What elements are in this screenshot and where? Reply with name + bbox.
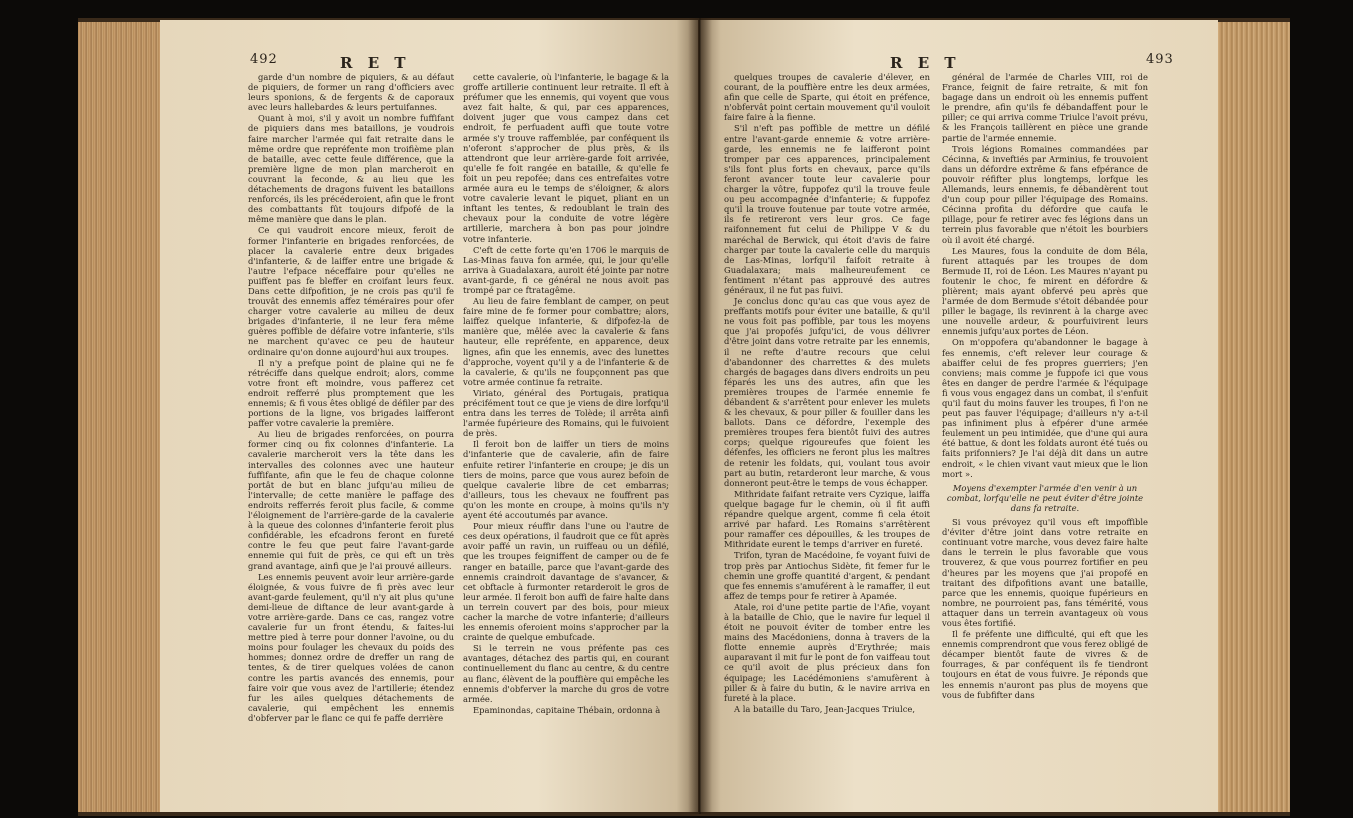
left-column-1 — [248, 72, 454, 723]
page-number-left: 492 — [250, 52, 278, 67]
paragraph: A la bataille du Taro, Jean-Jacques Triulce, — [734, 703, 916, 714]
book-gutter — [688, 18, 712, 814]
paragraph: Viriato, général des Portugais, pratiqua précifément tout ce que je viens de dire lorfqu'il entra dans les terres de Tolède; il arrêta ainfi l'armée fupérieure des Romains, qui le fuivoient de près. — [463, 387, 669, 439]
paragraph: Quant à moi, s'il y avoit un nombre fuffifant de piquiers dans mes bataillons, je voudrois faire marcher l'armée qui fait retraite dans le même ordre que repréfente mon troifième plan de bataille, avec cette feule différence, que la première ligne de mon plan marcheroit en couvrant la feconde, & au lieu que les détachements de dragons fuivent les bataillons renforcés, ils les précéderoient, afin que le front des combattants fût toujours difpofé de la même manière que dans le plan. — [248, 113, 454, 225]
paragraph: Si vous prévoyez qu'il vous eft impoffible d'éviter d'être joint dans votre retraite en continuant votre marche, vous devez faire halte dans le terrein le plus favorable que vous trouverez, & que vous pourrez fortifier en peu d'heures par les moyens que j'ai propofé en traitant des difpofitions avant une bataille, parce que les ennemis, quoique fupérieurs en nombre, ne pourroient pas, fans témérité, vous attaquer dans un terrein avantageux où vous vous êtes fortifié. — [942, 517, 1148, 628]
paragraph: S'il n'eft pas poffible de mettre un défilé entre l'avant-garde ennemie & votre arrière-garde, les ennemis ne fe laifferont point tromper par ces apparences, principalement s'ils font plus forts en chevaux, parce qu'ils feront avancer toute leur cavalerie pour charger la vôtre, fuppofez qu'il la trouve feule ou peu accompagnée d'infanterie; & fuppofez qu'il la trouve foutenue par toute votre armée, ils fe retireront vers leur gros. Ce fage raifonnement fut celui de Philippe V & du maréchal de Berwick, qui étoit d'avis de faire charger par toute la cavalerie celle du marquis de Las-Minas, lorfqu'il faifoit retraite à Guadalaxara; mais malheureufement ce fentiment n'étant pas approuvé des autres généraux, il ne fut pas fuivi. — [724, 123, 930, 295]
paragraph: Atale, roi d'une petite partie de l'Afie, voyant à la bataille de Chio, que le navire fur lequel il étoit ne pouvoit éviter de tomber entre les mains des Macédoniens, donna à travers de la flotte ennemie auprès d'Erythrée; mais auparavant il mit fur le pont de fon vaiffeau tout ce qu'il avoit de plus précieux dans fon équipage; les Lacédémoniens s'amufèrent à piller & à faire du butin, & le navire arriva en fureté à la place. — [724, 601, 930, 703]
paragraph: général de l'armée de Charles VIII, roi de France, feignit de faire retraite, & mit fon bagage dans un endroit où les ennemis puffent le prendre, afin qu'ils fe débandaffent pour le piller; ce qui arriva comme Triulce l'avoit prévu, & les François taillèrent en pièce une grande partie de l'armée ennemie. — [942, 72, 1148, 143]
paragraph: Si le terrein ne vous préfente pas ces avantages, détachez des partis qui, en courant continuellement du flanc au centre, & du centre au flanc, élèvent de la pouffière qui empêche les ennemis d'obferver la marche du gros de votre armée. — [463, 643, 670, 704]
paragraph: Trois légions Romaines commandées par Cécinna, & inveftiés par Arminius, fe trouvoient dans un défordre extrême & fans efpérance de pouvoir réfifter plus longtemps, lorfque les Allemands, leurs ennemis, fe débandèrent tout d'un coup pour piller l'équipage des Romains. Cécinna profita du défordre que caufa le pillage, pour fe retirer avec fes légions dans un terrein plus favorable que n'étoit les bourbiers où il avoit été chargé. — [942, 143, 1148, 245]
paragraph: Il n'y a prefque point de plaine qui ne fe rétréciffe dans quelque endroit; alors, comme votre front eft moindre, vous pafferez cet endroit refferré plus promptement que les ennemis; & fi vous êtes obligé de défiler par des portions de la ligne, vos brigades laifferont paffer votre cavalerie la première. — [248, 357, 454, 429]
paragraph: Je conclus donc qu'au cas que vous ayez de preffants motifs pour éviter une bataille, & qu'il ne vous foit pas poffible, par tous les moyens que j'ai propofés jufqu'ici, de vous délivrer d'être joint dans votre retraite par les ennemis, il ne refte d'autre recours que celui d'abandonner des charrettes & des mulets chargés de bagages dans divers endroits un peu féparés les uns des autres, afin que les premières troupes de l'armée ennemie fe débandent & s'arrêtent pour enlever les mulets & les chevaux, & pour piller & fouiller dans les ballots. Dans ce défordre, l'exemple des premières troupes fera bientôt fuivi des autres corps; quelque rigoureufes que foient les défenfes, les officiers ne feront plus les maîtres de retenir les foldats, qui, voulant tous avoir part au butin, retarderont leur marche, & vous donneront peut-être le temps de vous échapper. — [724, 296, 930, 488]
paragraph: quelques troupes de cavalerie d'élever, en courant, de la pouffière entre les deux armées, afin que celle de Sparte, qui étoit en préfence, n'obfervât point certain mouvement qu'il vouloit faire faire à la fienne. — [724, 72, 930, 123]
paragraph: garde d'un nombre de piquiers, & au défaut de piquiers, de former un rang d'officiers avec leurs sponions, & de fergents & de caporaux avec leurs hallebardes & leurs pertuifannes. — [248, 72, 454, 113]
left-page — [160, 20, 698, 812]
paragraph: Les ennemis peuvent avoir leur arrière-garde éloignée, & vous fuivre de fi près avec leur avant-garde feulement, qu'il n'y ait plus qu'une demi-lieue de diftance de leur avant-garde à votre arrière-garde. Dans ce cas, rangez votre cavalerie fur un front étendu, & faites-lui mettre pied à terre pour donner l'avoine, ou du moins pour foulager les chevaux du poids des hommes; donnez ordre de dreffer un rang de tentes, & de tirer quelques volées de canon contre les partis avancés des ennemis, pour faire voir que vous avez de l'artillerie; étendez fur les ailes quelques détachements de cavalerie, qui empêchent les ennemis d'obferver par le flanc ce qui fe paffe derrière — [248, 571, 454, 723]
paragraph: Epaminondas, capitaine Thébain, ordonna à — [473, 704, 661, 715]
paragraph: Au lieu de faire femblant de camper, on peut faire mine de fe former pour combattre; alors, laiffez quelque infanterie, & difpofez-la de manière que, mêlée avec la cavalerie & fans hauteur, elle repréfente, en apparence, deux lignes, afin que les ennemis, avec des lunettes d'approche, voyent qu'il y a de l'infanterie & de la cavalerie, & qu'ils ne foupçonnent pas que votre armée continue fa retraite. — [463, 296, 669, 387]
running-head-right: R E T — [890, 54, 961, 72]
page-edges-right — [1210, 22, 1290, 812]
paragraph: Les Maures, fous la conduite de dom Béla, furent attaqués par les troupes de dom Bermude II, roi de Léon. Les Maures n'ayant pu foutenir le choc, fe mirent en défordre & plièrent; mais ayant obfervé peu après que l'armée de dom Bermude s'étoit débandée pour piller le bagage, ils revinrent à la charge avec une nouvelle ardeur, & pourfuivirent leurs ennemis jufqu'aux portes de Léon. — [942, 245, 1148, 337]
right-column-1 — [724, 72, 930, 712]
paragraph: Ce qui vaudroit encore mieux, feroit de former l'infanterie en brigades renforcées, de placer la cavalerie entre deux brigades d'infanterie, & de laiffer entre une brigade & l'autre l'efpace néceffaire pour qu'elles ne puiffent pas fe bleffer en croifant leurs feux. Dans cette difpofition, je ne crois pas qu'il fe trouvât des ennemis affez téméraires pour ofer charger votre cavalerie au milieu de deux brigades d'infanterie, il ne leur fera même guères poffible de défaire votre infanterie, s'ils ne marchent qu'avec ce peu de hauteur ordinaire qu'on donne aujourd'hui aux troupes. — [248, 225, 454, 357]
paragraph: Il fe préfente une difficulté, qui eft que les ennemis comprendront que vous ferez obligé de décamper bientôt faute de vivres & de fourrages, & par conféquent ils fe tiendront toujours en état de vous fuivre. Je réponds que les ennemis n'auront pas plus de moyens que vous de fubfifter dans — [942, 629, 1148, 700]
paragraph: Il feroit bon de laiffer un tiers de moins d'infanterie que de cavalerie, afin de faire enfuite retirer l'infanterie en croupe; je dis un tiers de moins, parce que vous aurez befoin de quelque cavalerie libre de cet embarras; d'ailleurs, tous les chevaux ne fouffrent pas qu'on les monte en croupe, à moins qu'ils n'y ayent été accoutumés par avance. — [463, 439, 669, 521]
right-page — [700, 20, 1218, 812]
paragraph: On m'oppofera qu'abandonner le bagage à fes ennemis, c'eft relever leur courage & abaiffer celui de fes propres guerriers; j'en conviens; mais comme je fuppofe ici que vous êtes en danger de perdre l'armée & l'équipage fi vous vous engagez dans un combat, il s'enfuit qu'il faut du moins fauver les troupes, fi l'on ne peut pas fauver l'équipage; d'ailleurs n'y a-t-il pas infiniment plus à efpérer d'une armée feulement un peu intimidée, que d'une qui aura été battue, & dont les foldats auront été tués ou faits prifonniers? Je l'ai déjà dit dans un autre endroit, « le chien vivant vaut mieux que le lion mort ». — [942, 337, 1148, 479]
right-column-2 — [942, 72, 1148, 712]
page-number-right: 493 — [1146, 52, 1174, 67]
left-column-2 — [463, 72, 670, 715]
running-head-left: R E T — [340, 54, 411, 72]
paragraph: cette cavalerie, où l'infanterie, le bagage & la groffe artillerie continuent leur retraite. Il eft à préfumer que les ennemis, qui voyent que vous avez fait halte, & qui, par ces apparences, doivent juger que vous campez dans cet endroit, fe perfuadent auffi que toute votre armée s'y trouve raffemblée, par conféquent ils n'oferont s'approcher de plus près, & ils attendront que leur arrière-garde foit arrivée, qu'elle fe foit rangée en bataille, & qu'elle fe foit un peu repofée; dans ces entrefaites votre armée aura eu le temps de s'éloigner, & alors votre cavalerie levant le piquet, pliant en un inftant les tentes, & redoublant le train des chevaux pour la conduite de votre légère artillerie, marchera à bon pas pour joindre votre infanterie. — [463, 72, 669, 244]
paragraph: Trifon, tyran de Macédoine, fe voyant fuivi de trop près par Antiochus Sidète, fit femer fur le chemin une groffe quantité d'argent, & pendant que fes ennemis s'amuférent à le ramaffer, il eut affez de temps pour fe retirer à Apamée. — [724, 550, 930, 601]
paragraph: C'eft de cette forte qu'en 1706 le marquis de Las-Minas fauva fon armée, qui, le jour qu'elle arriva à Guadalaxara, auroit été jointe par notre avant-garde, fi ce général ne nous avoit pas trompé par ce ftratagême. — [463, 244, 669, 295]
paragraph: Mithridate faifant retraite vers Cyzique, laiffa quelque bagage fur le chemin, où il fit auffi répandre quelque argent, comme fi cela étoit arrivé par hafard. Les Romains s'arrêtèrent pour ramaffer ces dépouilles, & les troupes de Mithridate eurent le temps d'arriver en fureté. — [724, 488, 930, 550]
paragraph: Pour mieux réuffir dans l'une ou l'autre de ces deux opérations, il faudroit que ce fût après avoir paffé un ravin, un ruiffeau ou un défilé, que les troupes feigniffent de camper ou de fe ranger en bataille, parce que l'avant-garde des ennemis craindroit davantage de s'avancer, & cet obftacle à furmonter retarderoit le gros de leur armée. Il feroit bon auffi de faire halte dans un terrein couvert par des bois, pour mieux cacher la marche de votre infanterie; d'ailleurs les ennemis oferoient moins s'approcher par la crainte de quelque embufcade. — [463, 521, 669, 643]
paragraph: Au lieu de brigades renforcées, on pourra former cinq ou fix colonnes d'infanterie. La cavalerie marcheroit vers la tête dans les intervalles des colonnes avec une hauteur fuffifante, afin que le feu de chaque colonne portât de but en blanc jufqu'au milieu de l'intervalle; de cette manière le paffage des endroits refferrés feroit plus facile, & comme l'éloignement de l'arrière-garde de la cavalerie à la queue des colonnes d'infanterie feroit plus confidérable, les efcadrons feront en fureté contre le feu que peut faire l'avant-garde ennemie qui fuit de près, ce qui eft un très grand avantage, ainfi que je l'ai prouvé ailleurs. — [248, 429, 454, 571]
page-edges-left — [78, 22, 168, 812]
section-heading: Moyens d'exempter l'armée d'en venir à un combat, lorfqu'elle ne peut éviter d'être jointe dans fa retraite. — [946, 482, 1144, 513]
